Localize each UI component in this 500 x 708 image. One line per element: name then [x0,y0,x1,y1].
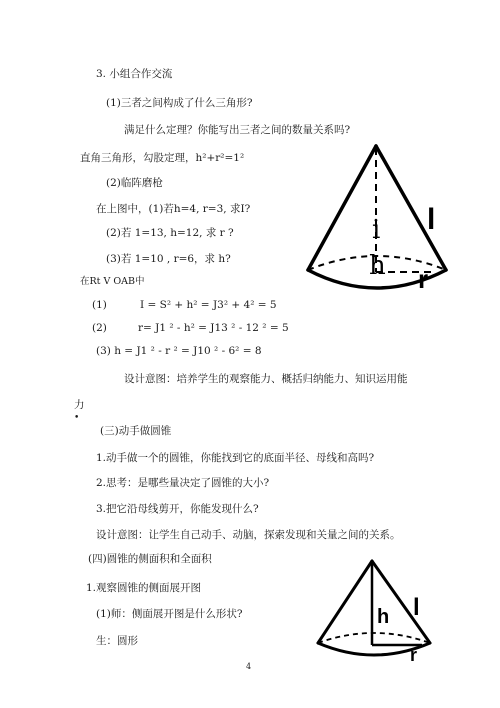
student-answer: 生：圆形 [96,635,138,647]
design-intent-2: 设计意图：让学生自己动手、动脑，探索发现和关量之间的关系。 [96,529,401,541]
design-intent-1: 设计意图：培养学生的观察能力、概括归纳能力、知识运用能 [124,373,408,385]
observe-development: 1.观察圆锥的侧面展开图 [86,582,202,594]
solution-intro: 在Rt V OAB中 [80,276,145,287]
solution-2-number: (2) [92,322,107,334]
teacher-question: (1)师：侧面展开图是什么形状? [96,608,243,620]
cone-label-l: l [427,203,436,236]
solution-1-formula: I = S² + h² = J3² + 4² = 5 [140,299,277,311]
section-heading-group-exchange: 3. 小组合作交流 [96,68,173,80]
activity-3: 3.把它沿母线剪开，你能发现什么? [96,503,259,515]
cone2-label-l: l [413,594,420,621]
cone2-base-back [318,633,430,643]
section-heading-make-cone: (三)动手做圆锥 [100,425,172,437]
subheading-practice: (2)临阵磨枪 [106,177,163,189]
page-number: 4 [246,662,252,671]
exercise-1: 在上图中，(1)若h=4, r=3, 求I? [96,203,251,215]
activity-2: 2.思考：是哪些量决定了圆锥的大小? [96,477,270,489]
activity-1: 1.动手做一个的圆锥，你能找到它的底面半径、母线和高吗? [96,452,375,464]
solution-3-formula: (3) h = J1 ² - r ² = J10 ² - 6² = 8 [96,345,262,357]
question-triangle-type: (1)三者之间构成了什么三角形? [106,97,253,109]
cone2-label-r: r [410,645,418,665]
section-heading-surface-area: (四)圆锥的侧面积和全面积 [88,553,212,565]
solution-1-number: (1) [92,299,107,311]
cone-label-i: i [372,215,381,245]
cone2-label-h: h [377,606,390,628]
cone-figure [300,138,460,303]
solution-2-formula: r= J1 ² - h² = J13 ² - 12 ² = 5 [138,322,289,334]
cone-label-h: h [369,251,386,281]
bullet-mark: • [74,413,80,423]
answer-pythagorean: 直角三角形，勾股定理，h²+r²=1² [80,152,245,164]
design-intent-1-continued: 力 [74,399,85,411]
exercise-3: (3)若 1=10 , r=6，求 h? [106,253,231,265]
exercise-2: (2)若 1=13, h=12, 求 r ? [106,227,234,239]
cone-figure-2 [306,555,456,665]
cone-label-r: r [418,264,429,294]
question-theorem: 满足什么定理？你能写出三者之间的数量关系吗? [124,124,351,136]
